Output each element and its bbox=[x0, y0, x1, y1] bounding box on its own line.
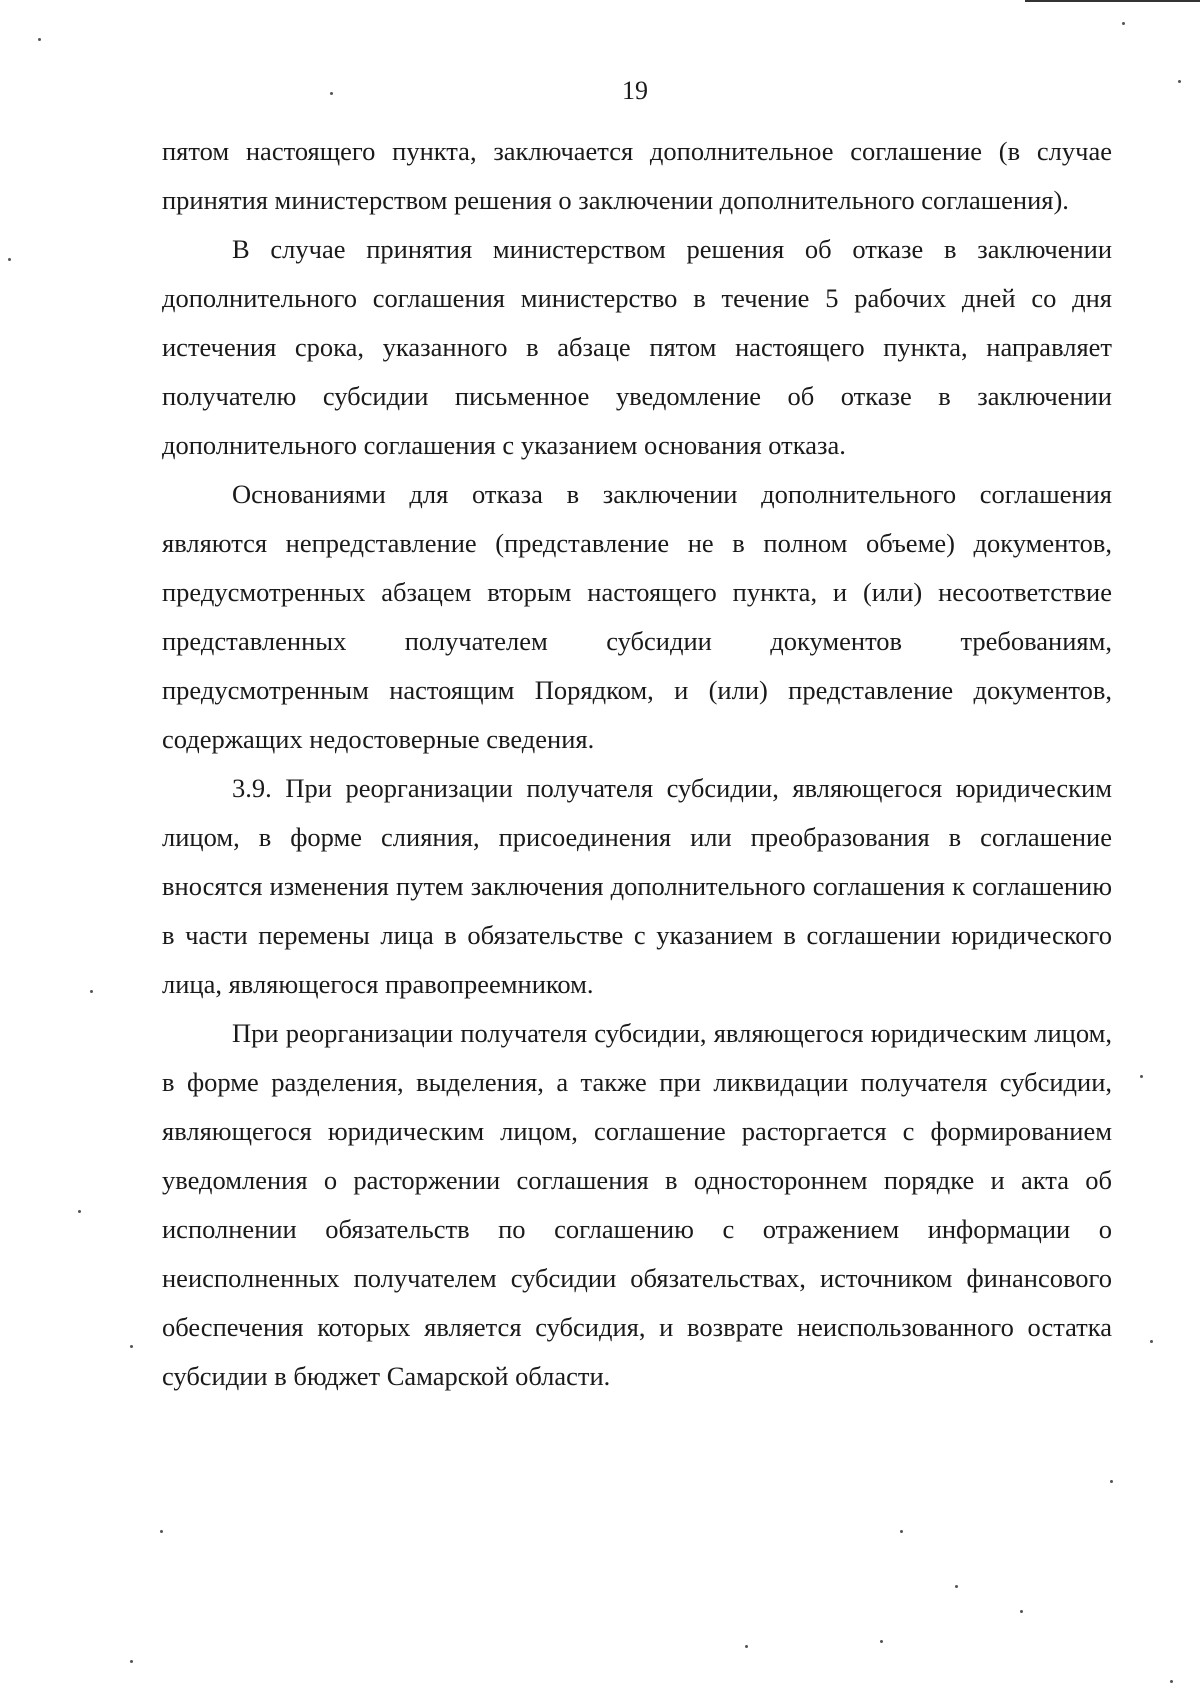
document-body bbox=[162, 127, 1112, 1401]
scan-speck bbox=[1140, 1075, 1143, 1078]
scan-speck bbox=[90, 990, 93, 993]
scan-speck bbox=[78, 1210, 81, 1213]
paragraph-termination: При реорганизации получателя субсидии, являющегося юридическим лицом, в форме разделения, выделения, а также при ликвидации получателя субсидии, являющегося юридическим лицом, соглашение расторгается с формированием уведомления о расторжении соглашения в одностороннем порядке и акта об исполнении обязательств по соглашению с отражением информации о неисполненных получателем субсидии обязательствах, источником финансового обеспечения которых является субсидия, и возврате неиспользованного остатка субсидии в бюджет Самарской области. bbox=[162, 1018, 1112, 1391]
page-number: 19 bbox=[622, 76, 648, 105]
scan-speck bbox=[1170, 1680, 1173, 1683]
scan-speck bbox=[330, 92, 333, 95]
scan-speck bbox=[955, 1585, 958, 1588]
scan-speck bbox=[130, 1345, 133, 1348]
scan-speck bbox=[1122, 22, 1125, 25]
scan-edge-line bbox=[1025, 0, 1200, 2]
scan-speck bbox=[160, 1530, 163, 1533]
scan-speck bbox=[1110, 1480, 1113, 1483]
paragraph-section-3-9: 3.9. При реорганизации получателя субсидии, являющегося юридическим лицом, в форме слияния, присоединения или преобразования в соглашение вносятся изменения путем заключения дополнительного соглашения к соглашению в части перемены лица в обязательстве с указанием в соглашении юридического лица, являющегося правопреемником. bbox=[162, 773, 1112, 999]
scan-speck bbox=[1150, 1340, 1153, 1343]
paragraph-continuation: пятом настоящего пункта, заключается дополнительное соглашение (в случае принятия министерством решения о заключении дополнительного соглашения). bbox=[162, 136, 1112, 215]
scan-speck bbox=[8, 258, 11, 261]
scan-speck bbox=[745, 1645, 748, 1648]
scan-speck bbox=[130, 1660, 133, 1663]
paragraph-refusal-notice: В случае принятия министерством решения об отказе в заключении дополнительного соглашения министерство в течение 5 рабочих дней со дня истечения срока, указанного в абзаце пятом настоящего пункта, направляет получателю субсидии письменное уведомление об отказе в заключении дополнительного соглашения с указанием основания отказа. bbox=[162, 234, 1112, 460]
paragraph-refusal-grounds: Основаниями для отказа в заключении дополнительного соглашения являются непредставление (представление не в полном объеме) документов, предусмотренных абзацем вторым настоящего пункта, и (или) несоответствие представленных получателем субсидии документов требованиям, предусмотренным настоящим Порядком, и (или) представление документов, содержащих недостоверные сведения. bbox=[162, 479, 1112, 754]
scan-speck bbox=[38, 38, 41, 41]
scan-speck bbox=[900, 1530, 903, 1533]
scan-speck bbox=[1178, 80, 1181, 83]
scan-speck bbox=[880, 1640, 883, 1643]
scan-speck bbox=[1020, 1610, 1023, 1613]
